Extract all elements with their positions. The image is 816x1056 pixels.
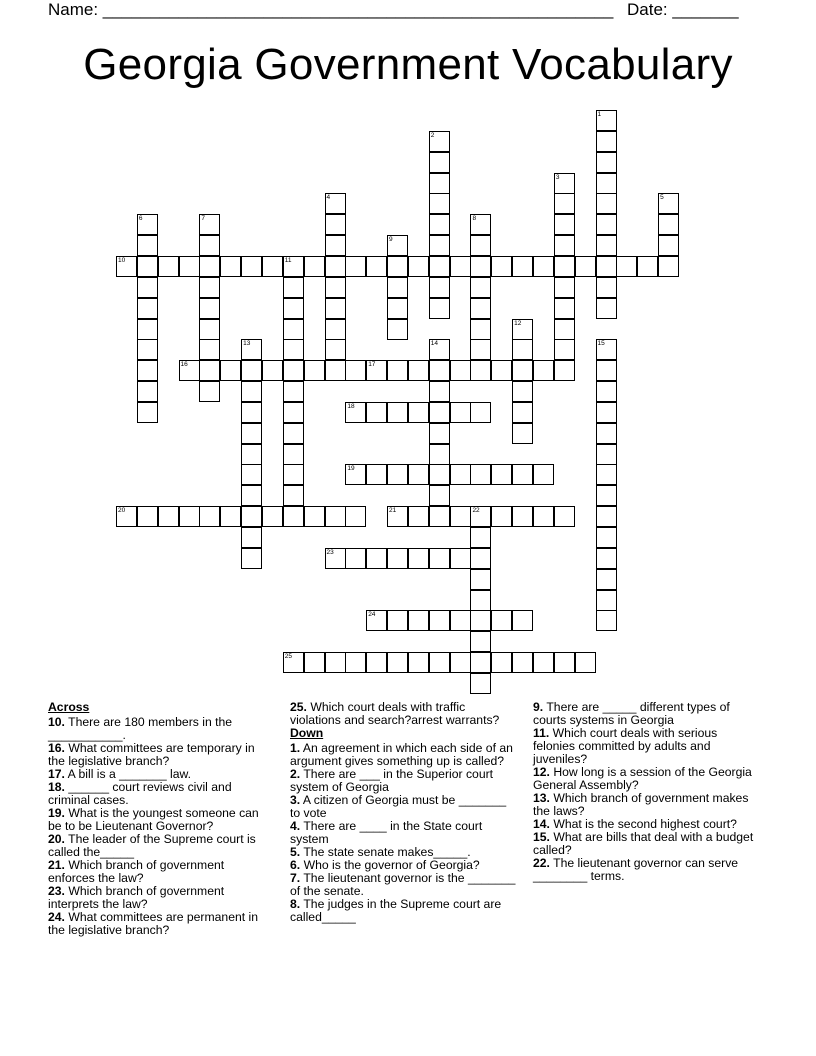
clue-down-2: 2. There are ___ in the Superior court system of Georgia xyxy=(290,767,494,794)
grid-cell[interactable] xyxy=(325,298,346,319)
grid-cell[interactable] xyxy=(283,402,304,423)
grid-cell[interactable] xyxy=(450,652,471,673)
grid-cell[interactable] xyxy=(283,360,304,381)
grid-cell[interactable] xyxy=(512,360,533,381)
page-title: Georgia Government Vocabulary xyxy=(83,40,733,89)
clue-across-21: 21. Which branch of government enforces the law? xyxy=(48,858,225,885)
grid-cell[interactable] xyxy=(596,590,617,611)
down-heading: Down xyxy=(290,726,324,740)
cell-number: 25 xyxy=(284,653,293,661)
grid-cell[interactable] xyxy=(325,319,346,340)
cell-number: 11 xyxy=(284,256,292,264)
grid-cell[interactable] xyxy=(220,256,241,277)
grid-cell[interactable] xyxy=(387,548,408,569)
grid-cell[interactable] xyxy=(470,569,491,590)
grid-cell[interactable] xyxy=(429,193,450,214)
grid-cell[interactable] xyxy=(658,256,679,277)
grid-cell[interactable] xyxy=(429,402,450,423)
grid-cell[interactable] xyxy=(596,152,617,173)
grid-cell[interactable] xyxy=(658,235,679,256)
grid-cell[interactable] xyxy=(429,444,450,465)
grid-cell[interactable] xyxy=(554,506,575,527)
grid-cell[interactable] xyxy=(429,652,450,673)
clue-down-3: 3. A citizen of Georgia must be _______ to vote xyxy=(290,793,507,820)
grid-cell[interactable] xyxy=(366,610,387,631)
cell-number: 23 xyxy=(326,548,334,556)
cell-number: 5 xyxy=(660,194,664,202)
grid-cell[interactable] xyxy=(554,360,575,381)
grid-cell[interactable] xyxy=(470,256,491,277)
grid-cell[interactable] xyxy=(470,673,491,694)
grid-cell[interactable] xyxy=(137,339,158,360)
grid-cell[interactable] xyxy=(199,277,220,298)
grid-cell[interactable] xyxy=(137,214,158,235)
grid-cell[interactable] xyxy=(345,256,366,277)
grid-cell[interactable] xyxy=(512,402,533,423)
grid-cell[interactable] xyxy=(241,548,262,569)
cell-number: 15 xyxy=(597,340,605,348)
grid-cell[interactable] xyxy=(408,610,429,631)
grid-cell[interactable] xyxy=(491,652,512,673)
grid-cell[interactable] xyxy=(325,277,346,298)
grid-cell[interactable] xyxy=(387,235,408,256)
grid-cell[interactable] xyxy=(199,235,220,256)
grid-cell[interactable] xyxy=(512,423,533,444)
grid-cell[interactable] xyxy=(470,339,491,360)
grid-cell[interactable] xyxy=(366,652,387,673)
cell-number: 17 xyxy=(368,361,376,369)
grid-cell[interactable] xyxy=(596,193,617,214)
grid-cell[interactable] xyxy=(408,360,429,381)
grid-cell[interactable] xyxy=(241,464,262,485)
grid-cell[interactable] xyxy=(491,256,512,277)
grid-cell[interactable] xyxy=(137,235,158,256)
grid-cell[interactable] xyxy=(429,277,450,298)
name-field: Name: ______________________________________________________ xyxy=(48,0,614,19)
grid-cell[interactable] xyxy=(533,256,554,277)
grid-cell[interactable] xyxy=(241,423,262,444)
grid-cell[interactable] xyxy=(116,506,137,527)
grid-cell[interactable] xyxy=(199,319,220,340)
grid-cell[interactable] xyxy=(199,381,220,402)
cell-number: 20 xyxy=(118,507,126,515)
grid-cell[interactable] xyxy=(345,464,366,485)
grid-cell[interactable] xyxy=(387,277,408,298)
grid-cell[interactable] xyxy=(450,464,471,485)
grid-cell[interactable] xyxy=(512,610,533,631)
grid-cell[interactable] xyxy=(470,402,491,423)
grid-cell[interactable] xyxy=(241,527,262,548)
grid-cell[interactable] xyxy=(304,256,325,277)
grid-cell[interactable] xyxy=(116,256,137,277)
grid-cell[interactable] xyxy=(596,485,617,506)
cell-number: 2 xyxy=(430,131,435,139)
grid-cell[interactable] xyxy=(325,506,346,527)
cell-number: 21 xyxy=(389,507,397,515)
grid-cell[interactable] xyxy=(366,256,387,277)
grid-cell[interactable] xyxy=(220,506,241,527)
clue-down-12: 12. How long is a session of the Georgia General Assembly? xyxy=(533,765,752,792)
clue-across-10: 10. There are 180 members in the ___________. xyxy=(48,715,233,742)
grid-cell[interactable] xyxy=(429,152,450,173)
grid-cell[interactable] xyxy=(283,256,304,277)
cell-number: 7 xyxy=(201,215,206,223)
grid-cell[interactable] xyxy=(637,256,658,277)
grid-cell[interactable] xyxy=(387,319,408,340)
cell-number: 12 xyxy=(514,319,522,327)
grid-cell[interactable] xyxy=(408,402,429,423)
grid-cell[interactable] xyxy=(325,360,346,381)
grid-cell[interactable] xyxy=(429,360,450,381)
cell-number: 9 xyxy=(389,236,393,244)
grid-cell[interactable] xyxy=(429,214,450,235)
grid-cell[interactable] xyxy=(241,256,262,277)
grid-cell[interactable] xyxy=(491,610,512,631)
grid-cell[interactable] xyxy=(366,548,387,569)
grid-cell[interactable] xyxy=(450,506,471,527)
grid-cell[interactable] xyxy=(596,131,617,152)
grid-cell[interactable] xyxy=(429,485,450,506)
cell-number: 10 xyxy=(118,256,126,264)
grid-cell[interactable] xyxy=(512,464,533,485)
grid-cell[interactable] xyxy=(429,610,450,631)
grid-cell[interactable] xyxy=(429,298,450,319)
grid-cell[interactable] xyxy=(408,506,429,527)
grid-cell[interactable] xyxy=(491,506,512,527)
grid-cell[interactable] xyxy=(554,193,575,214)
across-heading: Across xyxy=(48,700,90,714)
grid-cell[interactable] xyxy=(199,214,220,235)
grid-cell[interactable] xyxy=(199,298,220,319)
grid-cell[interactable] xyxy=(429,235,450,256)
grid-cell[interactable] xyxy=(137,402,158,423)
cell-number: 19 xyxy=(347,465,355,473)
cell-number: 4 xyxy=(326,194,331,202)
grid-cell[interactable] xyxy=(450,256,471,277)
grid-cell[interactable] xyxy=(137,381,158,402)
clue-across-19: 19. What is the youngest someone can be to be Lieutenant Governor? xyxy=(48,806,259,833)
cell-number: 16 xyxy=(180,361,188,369)
grid-cell[interactable] xyxy=(325,193,346,214)
grid-cell[interactable] xyxy=(429,173,450,194)
grid-cell[interactable] xyxy=(470,652,491,673)
clue-across-25: 25. Which court deals with traffic violations and search?arrest warrants? xyxy=(290,700,500,727)
grid-cell[interactable] xyxy=(325,235,346,256)
grid-cell[interactable] xyxy=(596,110,617,131)
clue-down-4: 4. There are ____ in the State court system xyxy=(290,819,483,846)
grid-cell[interactable] xyxy=(283,339,304,360)
grid-cell[interactable] xyxy=(387,652,408,673)
grid-cell[interactable] xyxy=(345,506,366,527)
grid-cell[interactable] xyxy=(262,506,283,527)
grid-cell[interactable] xyxy=(596,381,617,402)
grid-cell[interactable] xyxy=(304,360,325,381)
grid-cell[interactable] xyxy=(387,464,408,485)
grid-cell[interactable] xyxy=(470,527,491,548)
grid-cell[interactable] xyxy=(283,485,304,506)
grid-cell[interactable] xyxy=(491,360,512,381)
grid-cell[interactable] xyxy=(596,277,617,298)
grid-cell[interactable] xyxy=(283,506,304,527)
grid-cell[interactable] xyxy=(470,464,491,485)
grid-cell[interactable] xyxy=(554,339,575,360)
grid-cell[interactable] xyxy=(596,610,617,631)
grid-cell[interactable] xyxy=(470,610,491,631)
grid-cell[interactable] xyxy=(450,548,471,569)
grid-cell[interactable] xyxy=(450,402,471,423)
grid-cell[interactable] xyxy=(554,235,575,256)
grid-cell[interactable] xyxy=(283,298,304,319)
grid-cell[interactable] xyxy=(429,506,450,527)
grid-cell[interactable] xyxy=(512,506,533,527)
clue-down-9: 9. There are _____ different types of courts systems in Georgia xyxy=(533,700,730,727)
grid-cell[interactable] xyxy=(616,256,637,277)
grid-cell[interactable] xyxy=(554,298,575,319)
grid-cell[interactable] xyxy=(470,298,491,319)
cell-number: 6 xyxy=(138,215,143,223)
clue-down-15: 15. What are bills that deal with a budget called? xyxy=(533,830,754,857)
grid-cell[interactable] xyxy=(283,319,304,340)
grid-cell[interactable] xyxy=(199,506,220,527)
grid-cell[interactable] xyxy=(554,214,575,235)
grid-cell[interactable] xyxy=(470,506,491,527)
clues-column-3 xyxy=(533,701,759,883)
grid-cell[interactable] xyxy=(429,131,450,152)
grid-cell[interactable] xyxy=(241,339,262,360)
grid-cell[interactable] xyxy=(387,360,408,381)
grid-cell[interactable] xyxy=(470,235,491,256)
grid-cell[interactable] xyxy=(470,214,491,235)
grid-cell[interactable] xyxy=(158,506,179,527)
clue-down-1: 1. An agreement in which each side of an argument gives something up is called? xyxy=(290,741,513,768)
grid-cell[interactable] xyxy=(429,423,450,444)
grid-cell[interactable] xyxy=(262,360,283,381)
grid-cell[interactable] xyxy=(283,423,304,444)
clue-down-11: 11. Which court deals with serious felonies committed by adults and juveniles? xyxy=(533,726,718,766)
grid-cell[interactable] xyxy=(470,360,491,381)
grid-cell[interactable] xyxy=(345,548,366,569)
grid-cell[interactable] xyxy=(470,548,491,569)
grid-cell[interactable] xyxy=(325,548,346,569)
grid-cell[interactable] xyxy=(387,610,408,631)
grid-cell[interactable] xyxy=(366,464,387,485)
clue-down-8: 8. The judges in the Supreme court are called_____ xyxy=(290,897,502,924)
grid-cell[interactable] xyxy=(470,277,491,298)
grid-cell[interactable] xyxy=(533,464,554,485)
grid-cell[interactable] xyxy=(325,256,346,277)
clue-across-17: 17. A bill is a _______ law. xyxy=(48,767,191,781)
grid-cell[interactable] xyxy=(241,402,262,423)
grid-cell[interactable] xyxy=(429,548,450,569)
clue-across-18: 18. ______ court reviews civil and criminal cases. xyxy=(48,780,232,807)
clue-across-20: 20. The leader of the Supreme court is called the_____ xyxy=(48,832,256,859)
grid-cell[interactable] xyxy=(554,652,575,673)
grid-cell[interactable] xyxy=(158,256,179,277)
grid-cell[interactable] xyxy=(408,256,429,277)
clue-across-24: 24. What committees are permanent in the legislative branch? xyxy=(48,910,259,937)
grid-cell[interactable] xyxy=(304,506,325,527)
grid-cell[interactable] xyxy=(470,631,491,652)
grid-cell[interactable] xyxy=(596,298,617,319)
grid-cell[interactable] xyxy=(283,381,304,402)
grid-cell[interactable] xyxy=(429,381,450,402)
grid-cell[interactable] xyxy=(533,652,554,673)
grid-cell[interactable] xyxy=(241,506,262,527)
grid-cell[interactable] xyxy=(450,360,471,381)
grid-cell[interactable] xyxy=(554,256,575,277)
grid-cell[interactable] xyxy=(429,339,450,360)
grid-cell[interactable] xyxy=(596,173,617,194)
grid-cell[interactable] xyxy=(366,360,387,381)
grid-cell[interactable] xyxy=(137,298,158,319)
cell-number: 22 xyxy=(472,507,480,515)
grid-cell[interactable] xyxy=(533,506,554,527)
grid-cell[interactable] xyxy=(596,214,617,235)
grid-cell[interactable] xyxy=(408,548,429,569)
clue-across-23: 23. Which branch of government interprets the law? xyxy=(48,884,225,911)
clue-across-16: 16. What committees are temporary in the legislative branch? xyxy=(48,741,255,768)
grid-cell[interactable] xyxy=(491,464,512,485)
cell-number: 13 xyxy=(243,340,251,348)
grid-cell[interactable] xyxy=(408,652,429,673)
grid-cell[interactable] xyxy=(429,464,450,485)
clue-down-13: 13. Which branch of government makes the laws? xyxy=(533,791,749,818)
cell-number: 8 xyxy=(472,215,477,223)
clue-down-7: 7. The lieutenant governor is the _______ of the senate. xyxy=(290,871,516,898)
grid-cell[interactable] xyxy=(325,652,346,673)
grid-cell[interactable] xyxy=(387,402,408,423)
grid-cell[interactable] xyxy=(241,381,262,402)
grid-cell[interactable] xyxy=(325,339,346,360)
grid-cell[interactable] xyxy=(512,381,533,402)
grid-cell[interactable] xyxy=(137,256,158,277)
cell-number: 24 xyxy=(368,611,376,619)
grid-cell[interactable] xyxy=(470,319,491,340)
clues-column-2 xyxy=(290,701,516,924)
grid-cell[interactable] xyxy=(387,256,408,277)
grid-cell[interactable] xyxy=(137,319,158,340)
grid-cell[interactable] xyxy=(179,506,200,527)
grid-cell[interactable] xyxy=(283,277,304,298)
clue-down-5: 5. The state senate makes_____. xyxy=(290,845,471,859)
clues-column-1 xyxy=(48,701,274,937)
grid-cell[interactable] xyxy=(596,444,617,465)
grid-cell[interactable] xyxy=(408,464,429,485)
grid-cell[interactable] xyxy=(137,506,158,527)
grid-cell[interactable] xyxy=(575,652,596,673)
grid-cell[interactable] xyxy=(450,610,471,631)
grid-cell[interactable] xyxy=(596,464,617,485)
clue-down-14: 14. What is the second highest court? xyxy=(533,817,737,831)
grid-cell[interactable] xyxy=(199,360,220,381)
grid-cell[interactable] xyxy=(283,464,304,485)
grid-cell[interactable] xyxy=(512,652,533,673)
grid-cell[interactable] xyxy=(199,339,220,360)
grid-cell[interactable] xyxy=(596,423,617,444)
grid-cell[interactable] xyxy=(512,256,533,277)
grid-cell[interactable] xyxy=(554,173,575,194)
grid-cell[interactable] xyxy=(220,360,241,381)
grid-cell[interactable] xyxy=(429,256,450,277)
grid-cell[interactable] xyxy=(283,444,304,465)
grid-cell[interactable] xyxy=(137,360,158,381)
grid-cell[interactable] xyxy=(283,652,304,673)
grid-cell[interactable] xyxy=(137,277,158,298)
grid-cell[interactable] xyxy=(241,360,262,381)
grid-cell[interactable] xyxy=(596,235,617,256)
grid-cell[interactable] xyxy=(179,256,200,277)
clue-down-6: 6. Who is the governor of Georgia? xyxy=(290,858,480,872)
clue-down-22: 22. The lieutenant governor can serve ________ terms. xyxy=(533,856,739,883)
grid-cell[interactable] xyxy=(199,256,220,277)
cell-number: 1 xyxy=(597,111,602,118)
grid-cell[interactable] xyxy=(325,214,346,235)
cell-number: 14 xyxy=(430,340,438,348)
grid-cell[interactable] xyxy=(554,319,575,340)
grid-cell[interactable] xyxy=(387,298,408,319)
grid-cell[interactable] xyxy=(345,652,366,673)
grid-cell[interactable] xyxy=(596,256,617,277)
grid-cell[interactable] xyxy=(512,339,533,360)
grid-cell[interactable] xyxy=(596,360,617,381)
grid-cell[interactable] xyxy=(345,402,366,423)
grid-cell[interactable] xyxy=(596,402,617,423)
grid-cell[interactable] xyxy=(304,652,325,673)
grid-cell[interactable] xyxy=(345,360,366,381)
grid-cell[interactable] xyxy=(658,193,679,214)
grid-cell[interactable] xyxy=(596,569,617,590)
grid-cell[interactable] xyxy=(366,402,387,423)
grid-cell[interactable] xyxy=(596,527,617,548)
grid-cell[interactable] xyxy=(554,277,575,298)
grid-cell[interactable] xyxy=(241,485,262,506)
grid-cell[interactable] xyxy=(387,506,408,527)
cell-number: 18 xyxy=(347,402,355,410)
grid-cell[interactable] xyxy=(262,256,283,277)
grid-cell[interactable] xyxy=(241,444,262,465)
grid-cell[interactable] xyxy=(470,590,491,611)
grid-cell[interactable] xyxy=(596,548,617,569)
date-field: Date: _______ xyxy=(627,0,739,19)
grid-cell[interactable] xyxy=(533,360,554,381)
cell-number: 3 xyxy=(555,173,560,181)
grid-cell[interactable] xyxy=(575,256,596,277)
grid-cell[interactable] xyxy=(179,360,200,381)
grid-cell[interactable] xyxy=(658,214,679,235)
grid-cell[interactable] xyxy=(512,319,533,340)
grid-cell[interactable] xyxy=(596,506,617,527)
grid-cell[interactable] xyxy=(596,339,617,360)
